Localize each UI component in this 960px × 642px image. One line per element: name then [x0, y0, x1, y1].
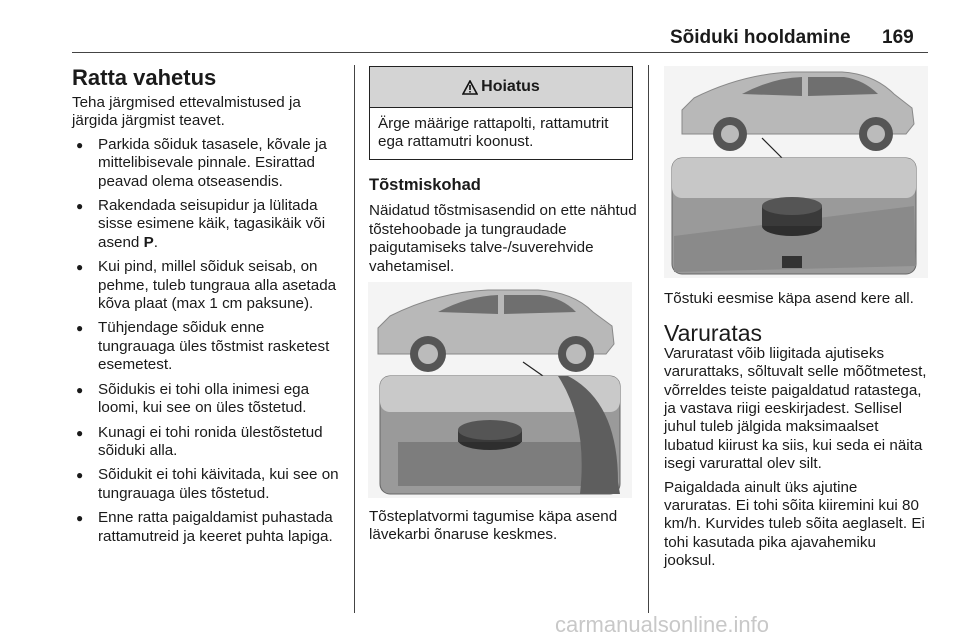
- list-item: ● Tühjendage sõiduk enne tungrauaga üles tõstmist rasketest esemetest.: [76, 319, 330, 374]
- warning-box: [369, 66, 633, 160]
- left-column: [72, 66, 344, 552]
- page-number: 169: [882, 27, 914, 48]
- front-lift-point-figure: [664, 66, 928, 278]
- bullet-icon: ●: [76, 382, 84, 397]
- spare-wheel-para2: Paigaldada ainult üks ajutine varuratas. Ei tohi sõita kiiremini kui 80 km/h. Kurvides tuleb sõita aeglaselt. Ei tohi kasutada pika ajavahemiku jooksul.: [664, 478, 925, 570]
- bullet-icon: ●: [76, 425, 84, 440]
- middle-text: [369, 176, 639, 276]
- column-divider-right: [648, 65, 649, 613]
- front-lift-caption: Tõstuki eesmise käpa asend kere all.: [664, 290, 914, 307]
- list-item: ● Kunagi ei tohi ronida ülestõstetud sõiduki alla.: [76, 423, 323, 459]
- warning-title: Hoiatus: [481, 78, 540, 95]
- precaution-list: [72, 136, 344, 546]
- rear-lift-caption: Tõsteplatvormi tagumise käpa asend lävekarbi õnaruse keskmes.: [369, 508, 618, 544]
- bullet-icon: ●: [76, 137, 84, 152]
- watermark: carmanualsonline.info: [555, 612, 770, 637]
- list-item: ● Sõidukit ei tohi käivitada, kui see on tungrauaga üles tõstetud.: [76, 466, 339, 502]
- rear-lift-point-figure: [368, 282, 632, 498]
- right-text: [664, 290, 928, 571]
- warning-triangle-icon: [462, 80, 478, 95]
- list-item: ● Parkida sõiduk tasasele, kõvale ja mittelibisevale pinnale. Esirattad peavad olema otseasendis.: [76, 135, 327, 190]
- section-title: Sõiduki hooldamine: [670, 27, 851, 48]
- heading-varuratas: Varuratas: [664, 320, 763, 347]
- warning-header: [370, 67, 632, 108]
- header-rule: [72, 52, 928, 53]
- bullet-icon: ●: [76, 260, 84, 275]
- bullet-icon: ●: [76, 468, 84, 483]
- list-item: ● Rakendada seisupidur ja lülitada sisse esimene käik, tagasikäik või asend P.: [76, 197, 326, 251]
- lift-arm-detail: [380, 376, 620, 494]
- bullet-icon: ●: [76, 511, 84, 526]
- bullet-icon: ●: [76, 199, 84, 214]
- spare-wheel-para1: Varuratast võib liigitada ajutiseks varurattaks, sõltuvalt selle mõõtmetest, võrreldes teiste paigaldatud ratastega, ja vastava riigi eeskirjadest. Sellisel juhul tuleb jälgida maksimaalset lubatud kiirust ka siis, kui seda ei näita isegi varurattal olev silt.: [664, 344, 927, 473]
- list-item: ● Kui pind, millel sõiduk seisab, on pehme, tuleb tungraua alla asetada kõva plaat (max 1 cm paksune).: [76, 258, 337, 313]
- heading-tostmiskohad: Tõstmiskohad: [369, 176, 481, 194]
- lift-arm-detail: [672, 158, 916, 274]
- bullet-icon: ●: [76, 321, 84, 336]
- list-item: ● Sõidukis ei tohi olla inimesi ega loomi, kui see on üles tõstetud.: [76, 380, 310, 417]
- list-item: ● Enne ratta paigaldamist puhastada rattamutreid ja keeret puhta lapiga.: [76, 509, 333, 545]
- column-divider-left: [354, 65, 355, 613]
- page-header: [0, 0, 960, 48]
- warning-text: Ärge määrige rattapolti, rattamutrit ega rattamutri koonust.: [378, 115, 609, 151]
- lifting-points-text: Näidatud tõstmisasendid on ette nähtud tõstehoobade ja tungraudade paigutamiseks talve-/suverehvide vahetamisel.: [369, 202, 637, 275]
- intro-text: Teha järgmised ettevalmistused ja järgida järgmist teavet.: [72, 94, 301, 130]
- heading-ratta-vahetus: Ratta vahetus: [72, 65, 217, 90]
